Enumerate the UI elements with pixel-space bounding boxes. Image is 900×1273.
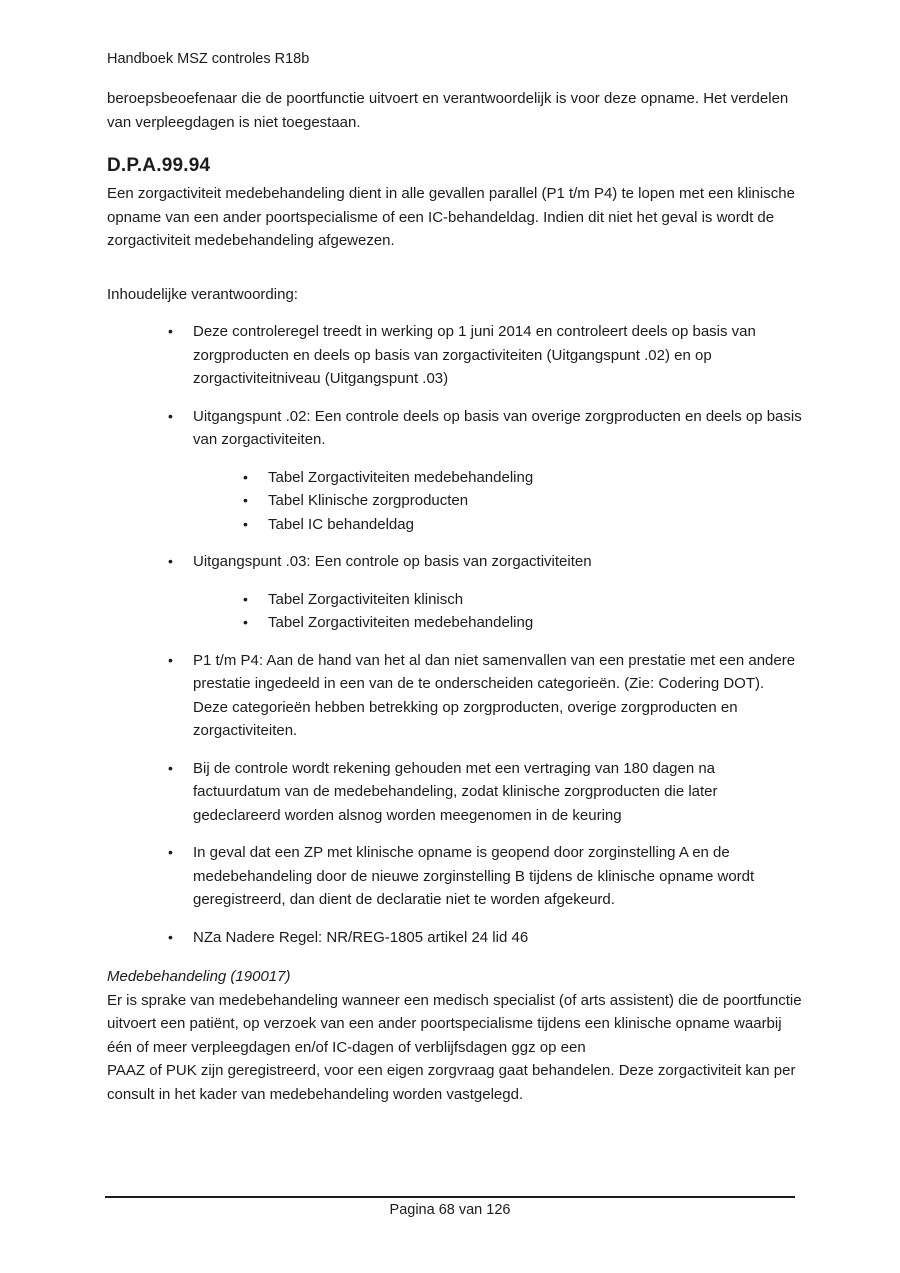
bullet-icon: • (168, 323, 173, 339)
list-item (107, 841, 802, 912)
bullet-icon: • (243, 515, 248, 532)
list-item (107, 649, 802, 743)
list-item (107, 757, 802, 828)
bullet-icon: • (168, 928, 173, 945)
bullet-icon: • (243, 492, 248, 508)
subsection-title: Medebehandeling (190017) (107, 968, 291, 985)
document-header: Handboek MSZ controles R18b (107, 51, 310, 67)
bullet-list (107, 320, 802, 949)
bullet-icon: • (168, 651, 173, 668)
sub-list-item (107, 611, 802, 635)
bullet-icon: • (168, 759, 173, 776)
list-item-text: Uitgangspunt .03: Een controle op basis van zorgactiviteiten (193, 553, 592, 570)
sub-list-item-text: Tabel Klinische zorgproducten (268, 492, 469, 509)
list-item-text: NZa Nadere Regel: NR/REG-1805 artikel 24 lid 46 (193, 928, 529, 946)
intro-paragraph: beroepsbeoefenaar die de poortfunctie uitvoert en verantwoordelijk is voor deze opname. Het verdelen van verpleegdagen is niet toegestaan. (107, 90, 789, 131)
page-number-label: Pagina 68 van 126 (389, 1202, 511, 1218)
bullet-icon: • (168, 407, 173, 424)
bullet-icon: • (168, 844, 173, 860)
list-item-text: Bij de controle wordt rekening gehouden met een vertraging van 180 dagen na factuurdatum van de medebehandeling, zodat klinische zorgproducten die later gedeclareerd worden alsnog worden meegenomen in de keuring (193, 759, 718, 824)
sub-list-item (107, 466, 802, 490)
list-item (107, 926, 802, 950)
page-content (107, 48, 802, 1106)
subsection-paragraph-part1: Er is sprake van medebehandeling wanneer een medisch specialist (of arts assistent) die de poortfunctie uitvoert een patiënt, op verzoek van een ander poortspecialisme tijdens een klinische opname waarbij één of meer verpleegdagen en/of IC-dagen of verblijfsdagen ggz op een (107, 991, 802, 1056)
sub-list-item (107, 513, 802, 537)
list-item-text: Uitgangspunt .02: Een controle deels op basis van overige zorgproducten en deels op basis van zorgactiviteiten. (193, 407, 802, 448)
list-item-text: In geval dat een ZP met klinische opname is geopend door zorginstelling A en de medebehandeling door de nieuwe zorginstelling B tijdens de klinische opname wordt geregistreerd, dan dient de declaratie niet te worden afgekeurd. (193, 844, 755, 908)
bullet-icon: • (243, 468, 248, 485)
sub-list-item-text: Tabel Zorgactiviteiten medebehandeling (268, 468, 534, 486)
sub-list-item-text: Tabel Zorgactiviteiten medebehandeling (268, 614, 534, 631)
list-item-text: P1 t/m P4: Aan de hand van het al dan niet samenvallen van een prestatie met een andere prestatie ingedeeld in een van de te onderscheiden categorieën. (Zie: Codering DOT). Deze categorieën hebben betrekking op zorgproducten, overige zorgproducten en zorgactiviteiten. (193, 651, 796, 739)
section-heading: D.P.A.99.94 (107, 155, 211, 176)
sub-list-item (107, 489, 802, 513)
bullet-icon: • (243, 590, 248, 607)
subsection-paragraph-part2: PAAZ of PUK zijn geregistreerd, voor een eigen zorgvraag gaat behandelen. Deze zorgactiviteit kan per consult in het kader van medebehandeling worden vastgelegd. (107, 1062, 796, 1103)
section-description: Een zorgactiviteit medebehandeling dient in alle gevallen parallel (P1 t/m P4) te lopen met een klinische opname van een ander poortspecialisme of een IC-behandeldag. Indien dit niet het geval is wordt de zorgactiviteit medebehandeling afgewezen. (107, 185, 795, 249)
sub-list-item (107, 588, 802, 612)
list-item (107, 320, 802, 391)
list-item-text: Deze controleregel treedt in werking op 1 juni 2014 en controleert deels op basis van zorgproducten en deels op basis van zorgactiviteiten (Uitgangspunt .02) en op zorgactiviteitniveau (Uitgangspunt .03) (193, 323, 756, 387)
subsection-paragraph (107, 989, 802, 1107)
verantwoording-label: Inhoudelijke verantwoording: (107, 285, 298, 303)
page-footer (105, 1196, 795, 1218)
list-item (107, 550, 802, 574)
sub-list-item-text: Tabel Zorgactiviteiten klinisch (268, 590, 464, 608)
bullet-icon: • (243, 614, 248, 630)
list-item (107, 405, 802, 452)
bullet-icon: • (168, 553, 173, 569)
sub-list-item-text: Tabel IC behandeldag (268, 515, 414, 533)
